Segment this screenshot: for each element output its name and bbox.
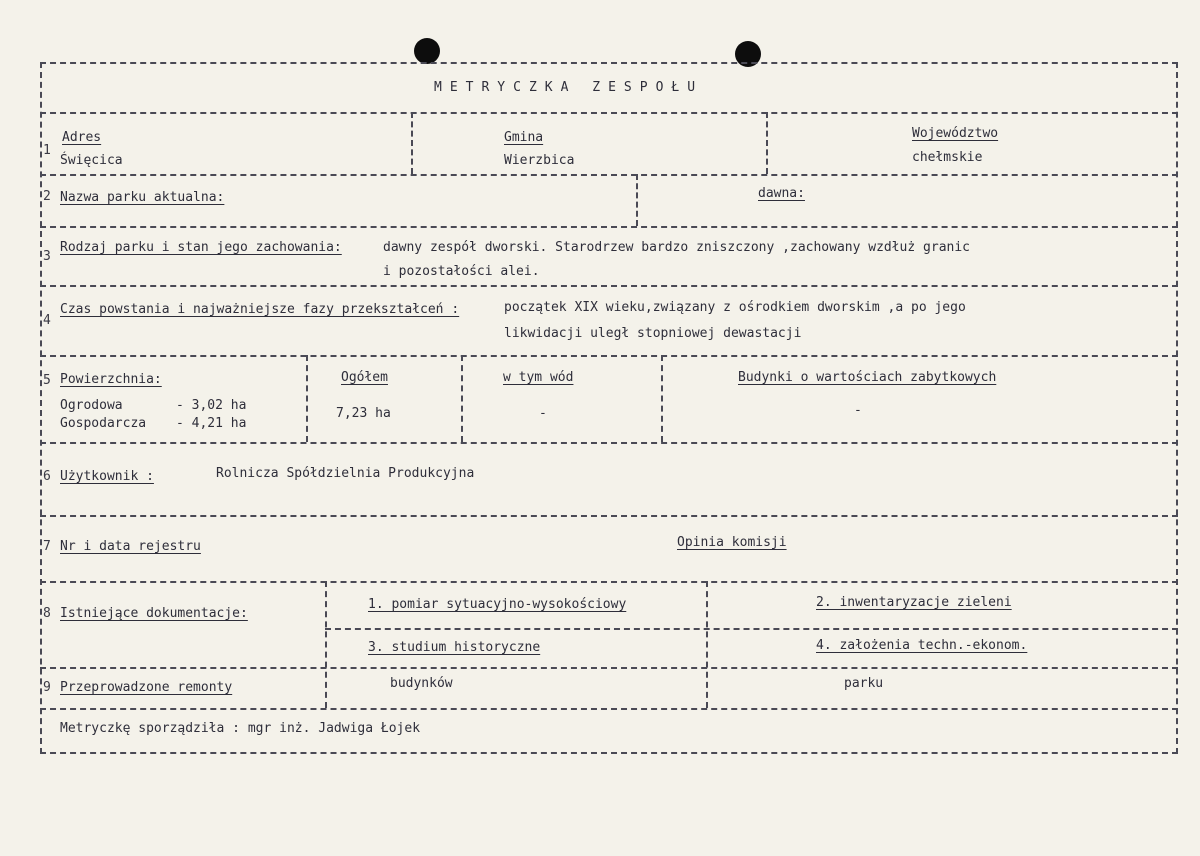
total-area-label: Ogółem	[341, 370, 388, 385]
grid-line	[306, 355, 308, 442]
grid-line	[636, 174, 638, 226]
documentation-item: 1. pomiar sytuacyjno-wysokościowy	[368, 597, 627, 612]
park-type-line-1: dawny zespół dworski. Starodrzew bardzo zniszczony ,zachowany wzdłuż granic	[383, 240, 970, 255]
register-label: Nr i data rejestru	[60, 539, 201, 554]
water-area-label: w tym wód	[503, 370, 574, 385]
grid-line	[40, 708, 1178, 710]
historic-buildings-label: Budynki o wartościach zabytkowych	[738, 370, 997, 385]
commission-opinion-label: Opinia komisji	[677, 535, 787, 550]
prepared-by: Metryczkę sporządziła : mgr inż. Jadwiga Łojek	[60, 721, 421, 736]
row-number: 3	[43, 249, 51, 264]
gmina-label: Gmina	[504, 130, 544, 145]
row-number: 7	[43, 539, 51, 554]
form-title: METRYCZKA ZESPOŁU	[434, 80, 704, 95]
grid-line	[661, 355, 663, 442]
renovations-label: Przeprowadzone remonty	[60, 680, 233, 695]
renovations-park: parku	[844, 676, 884, 691]
grid-line	[40, 442, 1178, 444]
documentation-item: 2. inwentaryzacje zieleni	[816, 595, 1012, 610]
grid-line	[461, 355, 463, 442]
row-number: 4	[43, 313, 51, 328]
address-label: Adres	[62, 130, 102, 145]
row-number: 2	[43, 189, 51, 204]
grid-line	[325, 581, 327, 708]
grid-line	[325, 628, 1178, 630]
address-value: Święcica	[60, 153, 123, 168]
row-number: 1	[43, 143, 51, 158]
user-value: Rolnicza Spółdzielnia Produkcyjna	[216, 466, 475, 481]
grid-line	[40, 62, 42, 754]
history-line-1: początek XIX wieku,związany z ośrodkiem dworskim ,a po jego	[504, 300, 966, 315]
farm-area-value: - 4,21 ha	[176, 416, 247, 431]
documentation-item: 3. studium historyczne	[368, 640, 541, 655]
area-label: Powierzchnia:	[60, 372, 162, 387]
row-number: 9	[43, 680, 51, 695]
row-number: 6	[43, 469, 51, 484]
grid-line	[40, 174, 1178, 176]
garden-area-label: Ogrodowa	[60, 398, 123, 413]
user-label: Użytkownik :	[60, 469, 154, 484]
grid-line	[706, 581, 708, 708]
park-former-name-label: dawna:	[758, 186, 805, 201]
farm-area-label: Gospodarcza	[60, 416, 147, 431]
park-type-line-2: i pozostałości alei.	[383, 264, 540, 279]
park-type-label: Rodzaj parku i stan jego zachowania:	[60, 240, 342, 255]
grid-line	[766, 112, 768, 174]
voivodeship-label: Województwo	[912, 126, 999, 141]
grid-line	[40, 355, 1178, 357]
total-area-value: 7,23 ha	[336, 406, 391, 421]
grid-line	[411, 112, 413, 174]
punch-hole-left	[414, 38, 440, 64]
renovations-buildings: budynków	[390, 676, 453, 691]
water-area-value: -	[539, 406, 547, 421]
grid-line	[40, 226, 1178, 228]
documentation-label: Istniejące dokumentacje:	[60, 606, 248, 621]
grid-line	[40, 581, 1178, 583]
grid-line	[40, 62, 1178, 64]
garden-area-value: - 3,02 ha	[176, 398, 247, 413]
row-number: 8	[43, 606, 51, 621]
history-label: Czas powstania i najważniejsze fazy przekształceń :	[60, 302, 460, 317]
row-number: 5	[43, 373, 51, 388]
grid-line	[40, 667, 1178, 669]
historic-buildings-value: -	[854, 403, 862, 418]
documentation-item: 4. założenia techn.-ekonom.	[816, 638, 1028, 653]
park-name-label: Nazwa parku aktualna:	[60, 190, 225, 205]
grid-line	[1176, 62, 1178, 754]
history-line-2: likwidacji uległ stopniowej dewastacji	[504, 326, 802, 341]
grid-line	[40, 515, 1178, 517]
voivodeship-value: chełmskie	[912, 150, 983, 165]
grid-line	[40, 112, 1178, 114]
grid-line	[40, 285, 1178, 287]
gmina-value: Wierzbica	[504, 153, 575, 168]
grid-line	[40, 752, 1178, 754]
